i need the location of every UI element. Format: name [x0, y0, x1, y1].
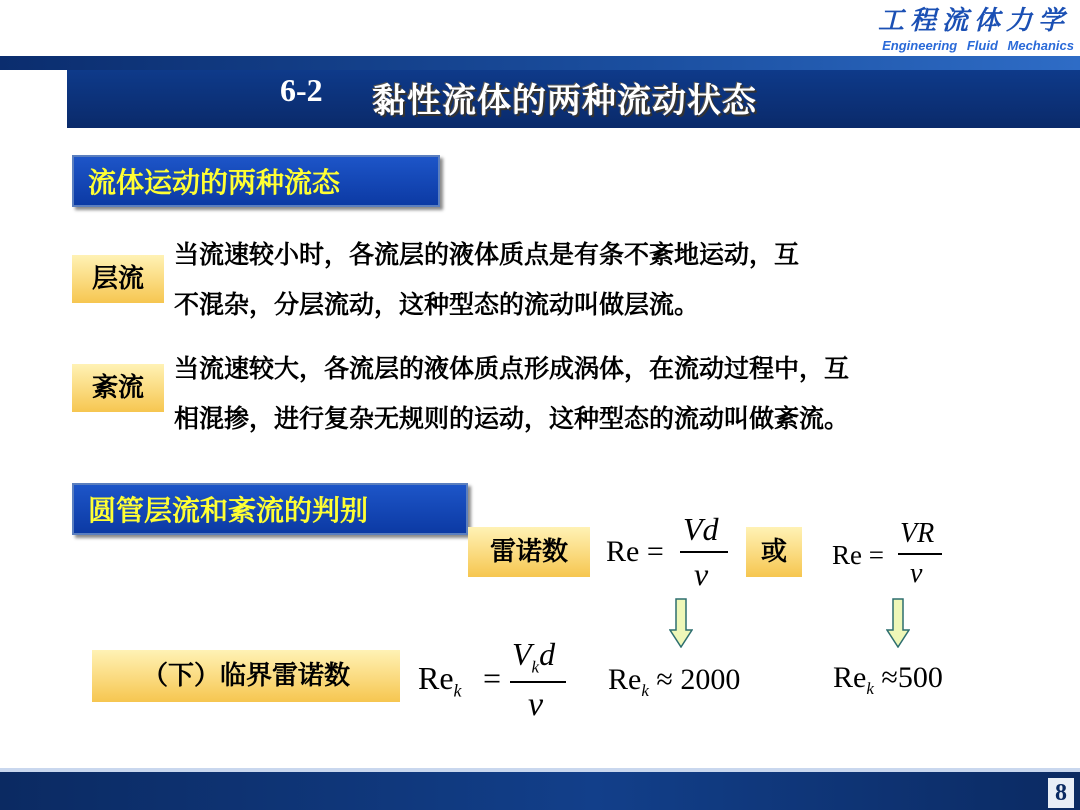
tag-critical-reynolds: （下）临界雷诺数: [92, 650, 400, 702]
page-title: 黏性流体的两种流动状态: [372, 81, 757, 121]
turbulent-line-1: 当流速较大，各流层的液体质点形成涡体，在流动过程中，互: [174, 354, 850, 383]
header-band: [0, 56, 1080, 70]
formula2-fraction-bar: [898, 553, 942, 555]
critical-formula-numerator: [512, 636, 555, 677]
down-arrow-icon: [886, 598, 910, 648]
critical-formula-lhs: [418, 660, 462, 701]
formula2-numerator: VR: [900, 518, 935, 549]
turbulent-line-2: 相混掺，进行复杂无规则的运动，这种型态的流动叫做紊流。: [174, 404, 850, 433]
critical-num-sub: k: [531, 657, 540, 677]
critical-num-v: V: [512, 636, 532, 672]
laminar-line-2: 不混杂，分层流动，这种型态的流动叫做层流。: [174, 290, 700, 319]
section-number: 6-2: [280, 72, 323, 108]
tag-turbulent: 紊流: [72, 364, 164, 412]
down-arrow-icon: [669, 598, 693, 648]
logo-title-cn: 工程流体力学: [877, 6, 1070, 36]
critical-num-d: d: [539, 636, 556, 672]
formula1-lhs: Re =: [606, 535, 664, 568]
cv2-value: 500: [897, 661, 943, 694]
critical-value-500: [833, 661, 943, 699]
critical-value-2000: [608, 663, 740, 701]
tag-reynolds-number: 雷诺数: [468, 527, 590, 577]
formula1-numerator: Vd: [683, 511, 719, 547]
formula1-denominator: ν: [694, 556, 709, 592]
critical-formula-denominator: ν: [528, 686, 544, 723]
footer-band: [0, 772, 1080, 810]
critical-fraction-bar: [510, 681, 566, 683]
tag-laminar: 层流: [72, 255, 164, 303]
critical-formula-eq: =: [483, 660, 502, 696]
tag-or: 或: [746, 527, 802, 577]
page-number: 8: [1048, 778, 1074, 808]
formula2-lhs: Re =: [832, 540, 884, 570]
laminar-line-1: 当流速较小时，各流层的液体质点是有条不紊地运动，互: [174, 240, 800, 269]
cv2-approx: ≈: [881, 661, 898, 694]
cv2-sub: k: [866, 679, 874, 698]
cv2-re: Re: [833, 661, 867, 694]
critical-formula-sub: k: [453, 680, 462, 701]
section-label-flow-regimes: 流体运动的两种流态: [72, 155, 440, 207]
cv1-value: 2000: [680, 663, 741, 696]
turbulent-description: [174, 344, 849, 444]
critical-formula-re: Re: [418, 660, 454, 696]
cv1-approx: ≈: [656, 663, 673, 696]
logo-title-en: Engineering Fluid Mechanics: [882, 38, 1074, 53]
section-label-criterion: 圆管层流和紊流的判别: [72, 483, 468, 535]
cv1-sub: k: [641, 681, 649, 700]
formula1-fraction-bar: [680, 551, 728, 553]
cv1-re: Re: [608, 663, 642, 696]
formula2-denominator: ν: [910, 558, 923, 589]
laminar-description: [174, 230, 799, 330]
